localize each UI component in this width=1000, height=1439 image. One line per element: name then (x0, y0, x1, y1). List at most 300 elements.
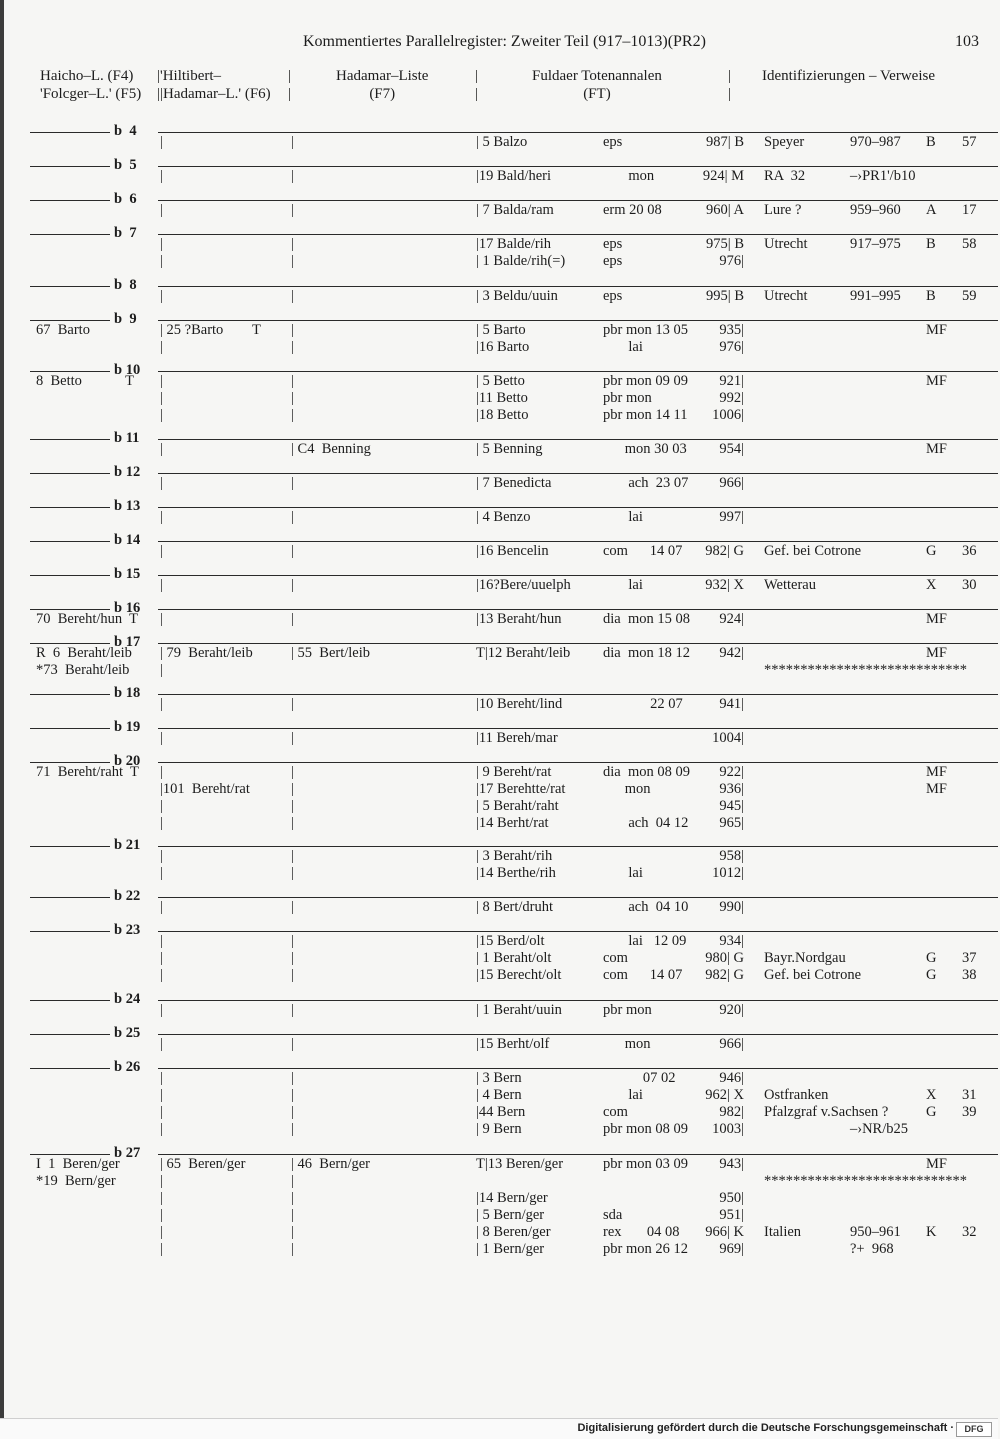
group-rule-right (158, 320, 998, 321)
ft-entry: | 7 Benedicta (476, 475, 552, 491)
f7-entry: | (291, 543, 294, 559)
ft-entry: | 4 Benzo (476, 509, 531, 525)
group-rule-right (158, 286, 998, 287)
f7-entry: | (291, 236, 294, 252)
group-rule-right (158, 846, 998, 847)
ft-status-date: dia mon 08 09 (603, 764, 690, 780)
f4-f5-entry: 71 Bereht/raht T (36, 764, 139, 780)
group-rule-left (30, 694, 110, 695)
ft-year: 995| B (706, 288, 744, 304)
group-rule-left (30, 320, 110, 321)
group-rule-right (158, 897, 998, 898)
ft-year: 965| (719, 815, 744, 831)
identification-number: 32 (962, 1224, 977, 1240)
group-rule-right (158, 1000, 998, 1001)
ft-entry: |19 Bald/heri (476, 168, 551, 184)
f7-entry: | (291, 933, 294, 949)
group-rule-right (158, 643, 998, 644)
identification-code: MF (926, 322, 947, 338)
identification-number: 31 (962, 1087, 977, 1103)
identification-place: Ostfranken (764, 1087, 829, 1103)
ft-status-date: lai (603, 1087, 643, 1103)
f7-entry: | (291, 696, 294, 712)
ft-status-date: eps (603, 236, 623, 252)
f7-entry: | (291, 1241, 294, 1257)
identification-code: B (926, 288, 936, 304)
identification-number: 59 (962, 288, 977, 304)
ft-status-date: 22 07 (603, 696, 683, 712)
f7-entry: | (291, 390, 294, 406)
f6-entry: | (160, 134, 163, 150)
group-label: b 16 (114, 600, 141, 616)
group-label: b 4 (114, 123, 137, 139)
group-label: b 14 (114, 532, 141, 548)
f6-entry: | (160, 1121, 163, 1137)
identification-code: MF (926, 1156, 947, 1172)
group-label: b 13 (114, 498, 141, 514)
group-label: b 21 (114, 837, 141, 853)
identification-dates: –›NR/b25 (850, 1121, 908, 1137)
funding-note: Digitalisierung gefördert durch die Deutsche Forschungsgemeinschaft · (577, 1422, 954, 1434)
group-label: b 7 (114, 225, 137, 241)
ft-entry: | 8 Bert/druht (476, 899, 554, 915)
f6-entry: | (160, 865, 163, 881)
group-rule-left (30, 931, 110, 932)
identification-place: Lure ? (764, 202, 802, 218)
group-rule-left (30, 846, 110, 847)
f6-entry: | (160, 407, 163, 423)
identification-dates: 950–961 (850, 1224, 901, 1240)
f7-entry: | (291, 1104, 294, 1120)
f6-entry: | (160, 1036, 163, 1052)
group-label: b 18 (114, 685, 141, 701)
group-rule-left (30, 507, 110, 508)
ft-year: 921| (719, 373, 744, 389)
group-rule-left (30, 1068, 110, 1069)
f6-entry: | (160, 288, 163, 304)
f7-entry: | (291, 1002, 294, 1018)
f6-entry: | (160, 950, 163, 966)
f6-entry: | (160, 339, 163, 355)
f4-f5-entry: *19 Bern/ger (36, 1173, 116, 1189)
ft-year: 987| B (706, 134, 744, 150)
ft-entry: T|12 Beraht/leib (476, 645, 571, 661)
identification-number: 39 (962, 1104, 977, 1120)
f7-entry: | (291, 764, 294, 780)
f7-entry: | (291, 1224, 294, 1240)
group-rule-left (30, 286, 110, 287)
ft-status-date: eps (603, 253, 623, 269)
ft-status-date: com (603, 950, 628, 966)
f6-entry: | (160, 848, 163, 864)
f7-entry: | (291, 373, 294, 389)
identification-number: 37 (962, 950, 977, 966)
f4-f5-entry: I 1 Beren/ger (36, 1156, 120, 1172)
identification-dates: 970–987 (850, 134, 901, 150)
identification-code: G (926, 543, 937, 559)
group-label: b 8 (114, 277, 137, 293)
f6-entry: | (160, 662, 163, 678)
ft-year: 932| X (705, 577, 744, 593)
identification-place: **************************** (764, 1173, 967, 1189)
ft-year: 960| A (706, 202, 744, 218)
f7-entry: | (291, 1087, 294, 1103)
group-rule-left (30, 762, 110, 763)
f6-entry: | (160, 611, 163, 627)
group-rule-right (158, 931, 998, 932)
ft-entry: |13 Beraht/hun (476, 611, 562, 627)
ft-year: 942| (719, 645, 744, 661)
ft-year: 935| (719, 322, 744, 338)
identification-code: MF (926, 781, 947, 797)
ft-status-date: lai 12 09 (603, 933, 687, 949)
f7-entry: | 55 Bert/leib (291, 645, 371, 661)
f7-entry: | (291, 168, 294, 184)
f7-entry: | (291, 1070, 294, 1086)
f6-entry: | (160, 899, 163, 915)
identification-dates: 991–995 (850, 288, 901, 304)
ft-status-date: dia mon 15 08 (603, 611, 690, 627)
column-header-f7: Hadamar–Liste (F7) (336, 68, 429, 102)
group-rule-right (158, 762, 998, 763)
f6-entry: | (160, 1104, 163, 1120)
f6-entry: | (160, 696, 163, 712)
ft-status-date: pbr mon (603, 1002, 652, 1018)
group-rule-left (30, 473, 110, 474)
group-rule-right (158, 473, 998, 474)
identification-dates: ?+ 968 (850, 1241, 894, 1257)
identification-dates: –›PR1'/b10 (850, 168, 916, 184)
f6-entry: | (160, 933, 163, 949)
identification-number: 17 (962, 202, 977, 218)
group-label: b 20 (114, 753, 141, 769)
identification-code: X (926, 577, 937, 593)
ft-entry: | 1 Beraht/uuin (476, 1002, 562, 1018)
ft-status-date: sda (603, 1207, 623, 1223)
ft-entry: |14 Berht/rat (476, 815, 549, 831)
identification-place: Wetterau (764, 577, 816, 593)
column-header-identification: Identifizierungen – Verweise (762, 68, 935, 84)
ft-status-date: dia mon 18 12 (603, 645, 690, 661)
group-label: b 11 (114, 430, 140, 446)
identification-place: Utrecht (764, 288, 808, 304)
f7-entry: | (291, 134, 294, 150)
group-rule-right (158, 1068, 998, 1069)
group-rule-left (30, 541, 110, 542)
ft-year: 920| (719, 1002, 744, 1018)
f4-f5-entry: 70 Bereht/hun T (36, 611, 139, 627)
group-label: b 24 (114, 991, 141, 1007)
group-label: b 10 (114, 362, 141, 378)
group-label: b 27 (114, 1145, 141, 1161)
identification-code: MF (926, 764, 947, 780)
ft-status-date: pbr mon 26 12 (603, 1241, 688, 1257)
ft-entry: | 1 Beraht/olt (476, 950, 552, 966)
f7-entry: | (291, 950, 294, 966)
identification-code: MF (926, 373, 947, 389)
ft-status-date: erm 20 08 (603, 202, 662, 218)
group-rule-right (158, 575, 998, 576)
identification-number: 38 (962, 967, 977, 983)
ft-year: 946| (719, 1070, 744, 1086)
page-title: Kommentiertes Parallelregister: Zweiter Teil (917–1013)(PR2) (303, 33, 706, 50)
group-rule-left (30, 728, 110, 729)
ft-entry: |15 Berecht/olt (476, 967, 562, 983)
ft-entry: |11 Betto (476, 390, 528, 406)
f7-entry: | (291, 288, 294, 304)
group-rule-left (30, 371, 110, 372)
f7-entry: | (291, 475, 294, 491)
ft-entry: |16?Bere/uuelph (476, 577, 571, 593)
identification-dates: 917–975 (850, 236, 901, 252)
ft-entry: |14 Bern/ger (476, 1190, 548, 1206)
ft-year: 924| (719, 611, 744, 627)
column-separator: | | (288, 68, 292, 102)
identification-code: MF (926, 611, 947, 627)
f7-entry: | (291, 1207, 294, 1223)
dfg-logo: DFG (956, 1422, 992, 1437)
ft-year: 992| (719, 390, 744, 406)
group-label: b 19 (114, 719, 141, 735)
group-label: b 5 (114, 157, 137, 173)
f6-entry: | (160, 1224, 163, 1240)
ft-status-date: mon (603, 1036, 651, 1052)
identification-code: B (926, 236, 936, 252)
f7-entry: | C4 Benning (291, 441, 371, 457)
ft-entry: |15 Berht/olf (476, 1036, 550, 1052)
ft-year: 1003| (712, 1121, 744, 1137)
ft-year: 975| B (706, 236, 744, 252)
ft-year: 962| X (705, 1087, 744, 1103)
ft-status-date: pbr mon 08 09 (603, 1121, 688, 1137)
identification-code: MF (926, 441, 947, 457)
f6-entry: | (160, 1173, 163, 1189)
f6-entry: | 25 ?Barto T (160, 322, 261, 338)
ft-status-date: lai (603, 509, 643, 525)
identification-number: 58 (962, 236, 977, 252)
ft-status-date: pbr mon (603, 390, 652, 406)
group-rule-right (158, 1154, 998, 1155)
ft-status-date: rex 04 08 (603, 1224, 680, 1240)
f6-entry: | (160, 236, 163, 252)
group-label: b 26 (114, 1059, 141, 1075)
group-rule-left (30, 575, 110, 576)
identification-place: Gef. bei Cotrone (764, 967, 862, 983)
group-rule-left (30, 1000, 110, 1001)
ft-year: 941| (719, 696, 744, 712)
identification-code: G (926, 967, 937, 983)
ft-entry: |16 Bencelin (476, 543, 549, 559)
f6-entry: | (160, 1002, 163, 1018)
f4-f5-entry: 67 Barto (36, 322, 90, 338)
identification-place: Utrecht (764, 236, 808, 252)
identification-place: Speyer (764, 134, 805, 150)
group-rule-left (30, 234, 110, 235)
page-number: 103 (955, 33, 979, 50)
f7-entry: | (291, 815, 294, 831)
ft-year: 982| G (705, 543, 744, 559)
f6-entry: | (160, 168, 163, 184)
group-rule-left (30, 200, 110, 201)
f7-entry: | (291, 730, 294, 746)
group-rule-left (30, 1154, 110, 1155)
ft-year: 997| (719, 509, 744, 525)
group-rule-right (158, 541, 998, 542)
identification-code: G (926, 950, 937, 966)
ft-entry: | 5 Betto (476, 373, 525, 389)
ft-year: 982| (719, 1104, 744, 1120)
column-separator: | | (157, 68, 161, 102)
f6-entry: | (160, 441, 163, 457)
ft-entry: | 5 Balzo (476, 134, 528, 150)
group-rule-right (158, 507, 998, 508)
identification-number: 57 (962, 134, 977, 150)
f7-entry: | (291, 1173, 294, 1189)
group-rule-left (30, 609, 110, 610)
identification-place: **************************** (764, 662, 967, 678)
ft-year: 922| (719, 764, 744, 780)
identification-code: X (926, 1087, 937, 1103)
f6-entry: | (160, 577, 163, 593)
f7-entry: | (291, 865, 294, 881)
identification-place: Bayr.Nordgau (764, 950, 846, 966)
ft-year: 954| (719, 441, 744, 457)
ft-entry: |18 Betto (476, 407, 529, 423)
ft-year: 980| G (705, 950, 744, 966)
group-rule-left (30, 132, 110, 133)
ft-status-date: lai (603, 865, 643, 881)
ft-year: 976| (719, 253, 744, 269)
ft-entry: | 4 Bern (476, 1087, 522, 1103)
ft-entry: | 5 Bern/ger (476, 1207, 545, 1223)
ft-year: 950| (719, 1190, 744, 1206)
identification-code: A (926, 202, 937, 218)
f7-entry: | (291, 322, 294, 338)
ft-entry: |16 Barto (476, 339, 530, 355)
ft-year: 1004| (712, 730, 744, 746)
group-rule-left (30, 643, 110, 644)
f4-f5-entry: *73 Beraht/leib (36, 662, 130, 678)
ft-status-date: pbr mon 03 09 (603, 1156, 688, 1172)
ft-entry: | 3 Beldu/uuin (476, 288, 558, 304)
column-header-f4-f5: Haicho–L. (F4) 'Folcger–L.' (F5) (40, 68, 142, 102)
ft-year: 951| (719, 1207, 744, 1223)
ft-status-date: ach 04 12 (603, 815, 689, 831)
ft-year: 936| (719, 781, 744, 797)
f7-entry: | (291, 798, 294, 814)
f6-entry: | (160, 1241, 163, 1257)
ft-entry: | 5 Benning (476, 441, 543, 457)
f6-entry: | (160, 373, 163, 389)
identification-number: 30 (962, 577, 977, 593)
group-rule-left (30, 439, 110, 440)
ft-year: 1012| (712, 865, 744, 881)
ft-status-date: eps (603, 134, 623, 150)
f7-entry: | (291, 407, 294, 423)
scan-left-edge (0, 0, 4, 1438)
f6-entry: | (160, 253, 163, 269)
f6-entry: | (160, 390, 163, 406)
group-label: b 25 (114, 1025, 141, 1041)
ft-entry: | 5 Beraht/raht (476, 798, 559, 814)
ft-status-date: 07 02 (603, 1070, 676, 1086)
ft-entry: |11 Bereh/mar (476, 730, 558, 746)
group-label: b 6 (114, 191, 137, 207)
identification-number: 36 (962, 543, 977, 559)
group-rule-right (158, 609, 998, 610)
group-rule-left (30, 897, 110, 898)
ft-entry: |44 Bern (476, 1104, 526, 1120)
ft-year: 1006| (712, 407, 744, 423)
f7-entry: | (291, 967, 294, 983)
group-rule-right (158, 371, 998, 372)
group-rule-right (158, 200, 998, 201)
ft-status-date: com 14 07 (603, 967, 683, 983)
column-separator: | | (475, 68, 479, 102)
f4-f5-entry: R 6 Beraht/leib (36, 645, 132, 661)
ft-year: 943| (719, 1156, 744, 1172)
f6-entry: | (160, 764, 163, 780)
f4-f5-entry: 8 Betto T (36, 373, 135, 389)
ft-entry: | 9 Bern (476, 1121, 522, 1137)
ft-year: 982| G (705, 967, 744, 983)
footer-bar (0, 1418, 998, 1439)
f7-entry: | (291, 1121, 294, 1137)
ft-entry: | 1 Bern/ger (476, 1241, 545, 1257)
f6-entry: | (160, 815, 163, 831)
ft-status-date: pbr mon 14 11 (603, 407, 688, 423)
ft-status-date: mon 30 03 (603, 441, 687, 457)
ft-year: 976| (719, 339, 744, 355)
identification-code: G (926, 1104, 937, 1120)
ft-entry: | 9 Bereht/rat (476, 764, 552, 780)
f7-entry: | (291, 781, 294, 797)
identification-place: Pfalzgraf v.Sachsen ? (764, 1104, 889, 1120)
f7-entry: | (291, 1190, 294, 1206)
group-rule-right (158, 234, 998, 235)
group-rule-right (158, 166, 998, 167)
f6-entry: | (160, 202, 163, 218)
group-label: b 9 (114, 311, 137, 327)
column-separator: | | (728, 68, 732, 102)
column-header-f6: 'Hiltibert– |Hadamar–L.' (F6) (160, 68, 271, 102)
identification-place: Gef. bei Cotrone (764, 543, 862, 559)
group-label: b 12 (114, 464, 141, 480)
ft-status-date: ach 23 07 (603, 475, 689, 491)
f7-entry: | (291, 611, 294, 627)
identification-code: B (926, 134, 936, 150)
ft-entry: |10 Bereht/lind (476, 696, 563, 712)
ft-entry: T|13 Beren/ger (476, 1156, 564, 1172)
ft-entry: |14 Berthe/rih (476, 865, 556, 881)
ft-status-date: eps (603, 288, 623, 304)
f7-entry: | (291, 509, 294, 525)
ft-year: 958| (719, 848, 744, 864)
f6-entry: | 65 Beren/ger (160, 1156, 246, 1172)
ft-entry: |17 Berehtte/rat (476, 781, 566, 797)
f7-entry: | (291, 577, 294, 593)
f6-entry: | (160, 1207, 163, 1223)
ft-year: 966| K (705, 1224, 744, 1240)
group-rule-left (30, 166, 110, 167)
ft-status-date: ach 04 10 (603, 899, 689, 915)
identification-place: RA 32 (764, 168, 806, 184)
ft-entry: | 3 Beraht/rih (476, 848, 553, 864)
ft-status-date: mon (603, 781, 651, 797)
identification-place: Italien (764, 1224, 802, 1240)
ft-status-date: pbr mon 13 05 (603, 322, 688, 338)
f7-entry: | (291, 339, 294, 355)
